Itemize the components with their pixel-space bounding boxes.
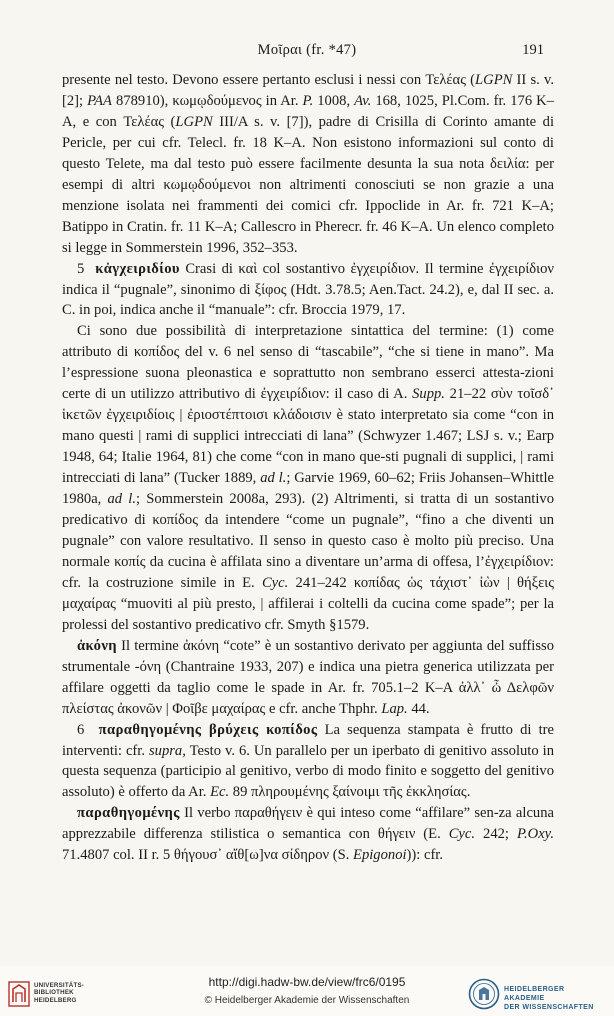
paragraph-lemma-sequence: 6 παραθηγομένης βρύχεις κοπίδος La sequenza stampata è frutto di tre interventi: cfr. supra, Testo v. 6. Un parallelo per un iperbato di genitivo assoluto in questa sequenza (participio al genitivo, verbo di modo finito e soggetto del genitivo assoluto) è offerto da Ar. Ec. 89 πληρουμένης ξαίνοιμι τῆς ἐκκλησίας. <box>62 721 554 801</box>
paragraph-lemma-encheiridion: 5 κἀγχειριδίου Crasi di καὶ col sostantivo ἐγχειρίδιον. Il termine ἐγχειρίδιον indica il “pugnale”, sinonimo di ξίφος (Hdt. 3.78.5; Aen.Tact. 24.2), e, dal II sec. a. C. in poi, indica anche il “manuale”: cfr. Broccia 1979, 17. <box>62 260 554 319</box>
paragraph-telete: presente nel testo. Devono essere pertanto esclusi i nessi con Τελέας (LGPN II s. v. [2]; PAA 878910), κωμῳδούμενος in Ar. P. 1008, Av. 168, 1025, Pl.Com. fr. 176 K–A, e con Τελέας (LGPN III/A s. v. [7]), padre di Crisilla di Corinto amante di Pericle, per cui cfr. Telecl. fr. 18 K–A. Non esistono informazioni sul conto di questo Telete, ma dal testo può essere facilmente desunta la sua nota δειλία: per esempi di altri κωμῳδούμενοι non altrimenti conosciuti se non grazie a una menzione isolata nei frammenti dei comici cfr. Ippoclide in Ar. fr. 721 K–A; Batippo in Cratin. fr. 11 K–A; Callescro in Pherecr. fr. 46 K–A. Un elenco completo si legge in Sommerstein 1996, 352–353. <box>62 72 555 256</box>
academy-seal-icon <box>468 978 500 1010</box>
lemma: κἀγχειριδίου <box>95 260 180 277</box>
page-number: 191 <box>522 42 544 58</box>
running-head <box>62 42 552 62</box>
academy-logo[interactable] <box>468 978 604 1010</box>
digitization-footer <box>0 966 614 1016</box>
commentary-text <box>62 70 554 866</box>
running-title: Μοῖραι (fr. *47) <box>257 42 357 58</box>
copyright-notice: © Heidelberger Akademie der Wissenschaften <box>204 995 410 1006</box>
academy-name: HEIDELBERGER AKADEMIE DER WISSENSCHAFTEN <box>504 986 594 1011</box>
lemma: παραθηγομένης βρύχεις κοπίδος <box>98 721 318 738</box>
paragraph-syntax: Ci sono due possibilità di interpretazione sintattica del termine: (1) come attributo di κοπίδος del v. 6 nel senso di “tascabile”, “che si tiene in mano”. Ma l’espressione suona pleonastica e soprattutto non sembrano esserci attesta-zioni certe di un utilizzo attributivo di ἐγχειρίδιον: il caso di A. Supp. 21–22 σὺν τοῖσδ᾽ ἱκετῶν ἐγχειριδίοις | ἐριοστέπτοισι κλάδοισιν è stato interpretato sia come “con in mano questi | rami di supplici intrecciati di lana” (Schwyzer 1.467; LSJ s. v.; Earp 1948, 64; Italie 1964, 81) che come “con in mano que-sti pugnali di supplici, | rami intrecciati di lana” (Tucker 1889, ad l.; Garvie 1969, 60–62; Friis Johansen–Whittle 1980a, ad l.; Sommerstein 2008a, 293). (2) Altrimenti, si tratta di un sostantivo predicativo di κοπίδος da intendere “come un pugnale”, “fino a che diventi un pugnale” con valore resultativo. Il senso in questo caso è molto più preciso. Una normale κοπίς da cucina è affilata sino a diventare un’arma di offesa, l’ἐγχειρίδιον: cfr. la costruzione simile in E. Cyc. 241–242 κοπίδας ὡς τάχιστ᾽ ἰὼν | θήξεις μαχαίρας “muoviti al più presto, | affilerai i coltelli da cucina come spade”; per la prolessi del sostantivo predicativo cfr. Smyth §1579. <box>62 323 555 633</box>
source-url-link[interactable]: http://digi.hadw-bw.de/view/frc6/0195 <box>208 975 406 989</box>
lemma: παραθηγομένης <box>77 805 180 822</box>
line-number: 5 <box>77 260 85 277</box>
paragraph-lemma-parathegomenes: παραθηγομένης Il verbo παραθήγειν è qui inteso come “affilare” sen-za alcuna apprezzabile differenza stilistica o semantica con θήγειν (E. Cyc. 242; P.Oxy. 71.4807 col. II r. 5 θήγουσ᾽ αἴθ[ω]να σίδηρον (S. Epigonoi)): cfr. <box>62 805 554 864</box>
lemma: ἀκόνη <box>77 637 117 654</box>
line-number: 6 <box>77 721 85 738</box>
paragraph-lemma-akone: ἀκόνη Il termine ἀκόνη “cote” è un sostantivo derivato per aggiunta del suffisso strumentale -όνη (Chantraine 1933, 207) e indica una pietra generica utilizzata per affilare oggetti da taglio come le spade in Ar. fr. 705.1–2 K–A ἀλλ᾽ ὦ Δελφῶν πλείστας ἀκονῶν | Φοῖβε μαχαίρας e cfr. anche Thphr. Lap. 44. <box>62 637 554 717</box>
university-library-name: UNIVERSITÄTS- BIBLIOTHEK HEIDELBERG <box>34 982 85 1004</box>
